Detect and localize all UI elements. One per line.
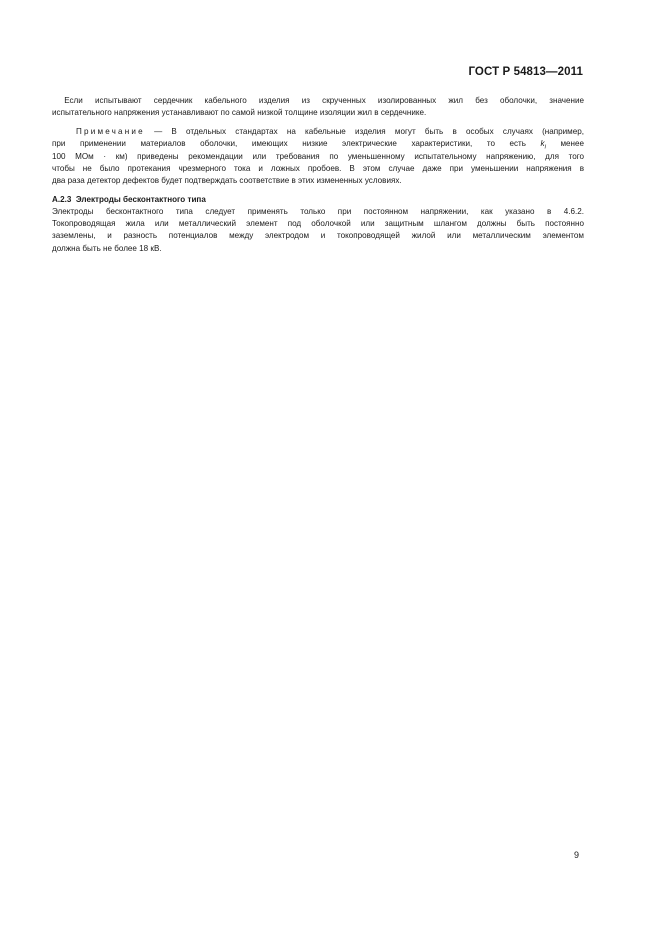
note-line-2-tail: менее: [545, 139, 584, 149]
k-symbol: k: [540, 139, 545, 149]
section-line-1: Электроды бесконтактного типа следует применять только при постоянном напряжении, как указано в 4.6.2.: [52, 207, 584, 217]
document-body: [52, 95, 584, 255]
section-a-2-3: [52, 194, 584, 255]
k-subscript: i: [544, 145, 546, 152]
note-line-2-text: при применении материалов оболочки, имеющих низкие электрические характеристики, то есть: [52, 139, 541, 149]
page-number: 9: [573, 850, 579, 860]
note-line-1-text: — В отдельных стандартах на кабельные изделия могут быть в особых случаях (например,: [144, 127, 584, 137]
section-heading: [52, 194, 584, 206]
note-label: Примечание: [76, 127, 145, 137]
section-line-3: заземлены, и разность потенциалов между электродом и токопроводящей жилой или металлическим элементом: [52, 231, 584, 241]
standard-code: ГОСТ Р 54813—2011: [468, 66, 583, 78]
note-block: [52, 126, 584, 187]
note-line-4: чтобы не было протекания чрезмерного тока и ложных пробоев. В этом случае даже при уменьшении напряжения в: [52, 163, 584, 173]
note-line-5: два раза детектор дефектов будет подтверждать соответствие в этих измененных условиях.: [52, 175, 402, 185]
section-line-4: должна быть не более 18 кВ.: [52, 243, 162, 253]
note-line-3: 100 МОм · км) приведены рекомендации или требования по уменьшенному испытательному напряжению, для того: [52, 151, 584, 161]
paragraph-insulation-voltage: [52, 95, 584, 119]
section-line-2: Токопроводящая жила или металлический элемент под оболочкой или защитным шлангом должны быть постоянно: [52, 219, 584, 229]
paragraph1-line-1: Если испытывают сердечник кабельного изделия из скрученных изолированных жил без оболочки, значение: [64, 96, 584, 105]
section-number: А.2.3: [52, 194, 72, 204]
section-title: Электроды бесконтактного типа: [75, 194, 206, 204]
paragraph1-line-2: испытательного напряжения устанавливают по самой низкой толщине изоляции жил в сердечнике.: [52, 108, 427, 118]
